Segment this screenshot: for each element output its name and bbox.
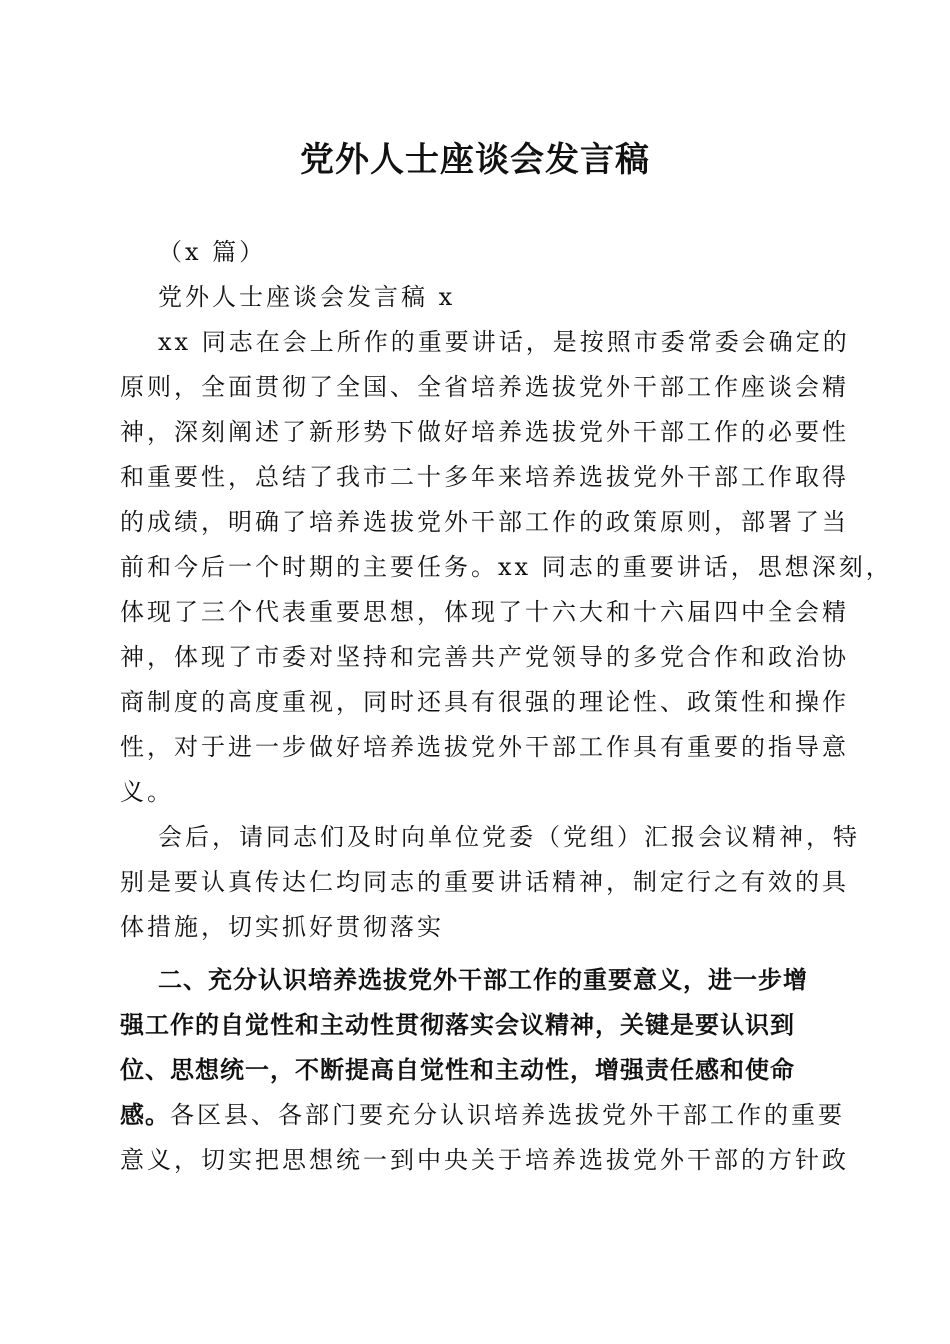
paragraph-line: 意义，切实把思想统一到中央关于培养选拔党外干部的方针政 bbox=[120, 1146, 849, 1174]
paragraph-line: 会后，请同志们及时向单位党委（党组）汇报会议精神，特 bbox=[158, 823, 860, 851]
section-heading-line: 二、充分认识培养选拔党外干部工作的重要意义，进一步增 bbox=[158, 966, 808, 994]
subtitle: （x 篇） bbox=[158, 238, 267, 266]
section-spacer bbox=[120, 950, 832, 958]
paragraph-line: 别是要认真传达仁均同志的重要讲话精神，制定行之有效的具 bbox=[120, 868, 849, 896]
paragraph-line: 原则，全面贯彻了全国、全省培养选拔党外干部工作座谈会精 bbox=[120, 373, 849, 401]
paragraph-line: 义。 bbox=[120, 778, 174, 806]
paragraph-line: 的成绩，明确了培养选拔党外干部工作的政策原则，部署了当 bbox=[120, 508, 849, 536]
paragraph-line: 体措施，切实抓好贯彻落实 bbox=[120, 913, 444, 941]
paragraph-line: 神，体现了市委对坚持和完善共产党领导的多党合作和政治协 bbox=[120, 643, 849, 671]
paragraph-1 bbox=[120, 320, 893, 815]
article-heading: 党外人士座谈会发言稿 x bbox=[158, 283, 456, 311]
section-heading-tail: 感。 bbox=[120, 1101, 170, 1129]
paragraph-2 bbox=[120, 815, 860, 950]
section-text: 各区县、各部门要充分认识培养选拔党外干部工作的重要 bbox=[170, 1101, 845, 1129]
paragraph-line: 性，对于进一步做好培养选拔党外干部工作具有重要的指导意 bbox=[120, 733, 849, 761]
paragraph-line: xx 同志在会上所作的重要讲话，是按照市委常委会确定的 bbox=[158, 328, 850, 356]
paragraph-line: 商制度的高度重视，同时还具有很强的理论性、政策性和操作 bbox=[120, 688, 849, 716]
paragraph-line: 体现了三个代表重要思想，体现了十六大和十六届四中全会精 bbox=[120, 598, 849, 626]
section-heading-line: 强工作的自觉性和主动性贯彻落实会议精神，关键是要认识到 bbox=[120, 1011, 795, 1039]
document-title: 党外人士座谈会发言稿 bbox=[300, 140, 650, 180]
document-body bbox=[120, 230, 893, 1183]
section-heading-line: 位、思想统一，不断提高自觉性和主动性，增强责任感和使命 bbox=[120, 1056, 795, 1084]
paragraph-line: 神，深刻阐述了新形势下做好培养选拔党外干部工作的必要性 bbox=[120, 418, 849, 446]
section-mixed-line bbox=[120, 1093, 845, 1138]
paragraph-line: 和重要性，总结了我市二十多年来培养选拔党外干部工作取得 bbox=[120, 463, 849, 491]
paragraph-line: 前和今后一个时期的主要任务。xx 同志的重要讲话，思想深刻， bbox=[120, 553, 893, 581]
section-2 bbox=[120, 958, 849, 1183]
